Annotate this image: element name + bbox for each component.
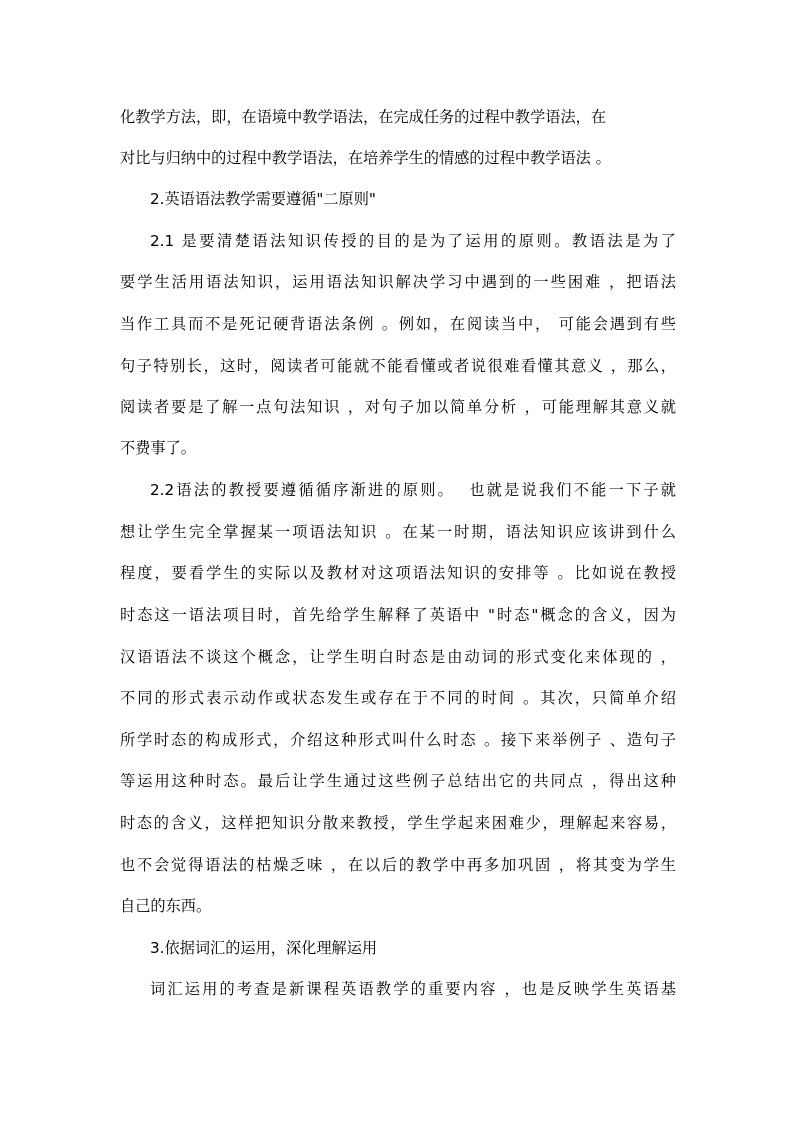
text-line: 当作工具而不是死记硬背语法条例 。例如，在阅读当中， 可能会遇到有些 [120,315,676,333]
text-line: 不同的形式表示动作或状态发生或存在于不同的时间 。其次，只简单介绍 [120,689,676,707]
text-line: 词汇运用的考查是新课程英语教学的重要内容 ，也是反映学生英语基 [150,980,676,998]
text-line: 想让学生完全掌握某一项语法知识 。在某一时期，语法知识应该讲到什么 [120,523,676,541]
text-line: 对比与归纳中的过程中教学语法，在培养学生的情感的过程中教学语法 。 [120,149,611,167]
text-line: 时态的含义，这样把知识分散来教授，学生学起来困难少，理解起来容易， [120,814,676,832]
text-line: 不费事了。 [120,439,196,457]
text-line: 句子特别长，这时，阅读者可能就不能看懂或者说很难看懂其意义 ，那么， [120,357,676,375]
text-line: 阅读者要是了解一点句法知识 ，对句子加以简单分析 ，可能理解其意义就 [120,398,676,416]
text-line: 也不会觉得语法的枯燥乏味 ，在以后的教学中再多加巩固 ，将其变为学生 [120,856,676,874]
section-heading: 2.英语语法教学需要遵循"二原则" [150,190,376,208]
text-line: 自己的东西。 [120,897,212,915]
text-line: 等运用这种时态。最后让学生通过这些例子总结出它的共同点 ，得出这种 [120,772,676,790]
text-line: 2.1 是要清楚语法知识传授的目的是为了运用的原则。教语法是为了 [150,232,676,250]
section-heading: 3.依据词汇的运用，深化理解运用 [150,939,378,957]
text-line: 汉语语法不谈这个概念，让学生明白时态是由动词的形式变化来体现的 ， [120,648,676,666]
text-line: 程度，要看学生的实际以及教材对这项语法知识的安排等 。比如说在教授 [120,564,676,582]
text-line: 化教学方法，即，在语境中教学语法，在完成任务的过程中教学语法，在 [120,108,606,126]
text-line: 要学生活用语法知识，运用语法知识解决学习中遇到的一些困难 ，把语法 [120,273,676,291]
text-line: 时态这一语法项目时，首先给学生解释了英语中 "时态"概念的含义，因为 [120,606,676,624]
text-line: 2.2语法的教授要遵循循序渐进的原则。 也就是说我们不能一下子就 [150,481,676,499]
text-line: 所学时态的构成形式，介绍这种形式叫什么时态 。接下来举例子 、造句子 [120,731,676,749]
